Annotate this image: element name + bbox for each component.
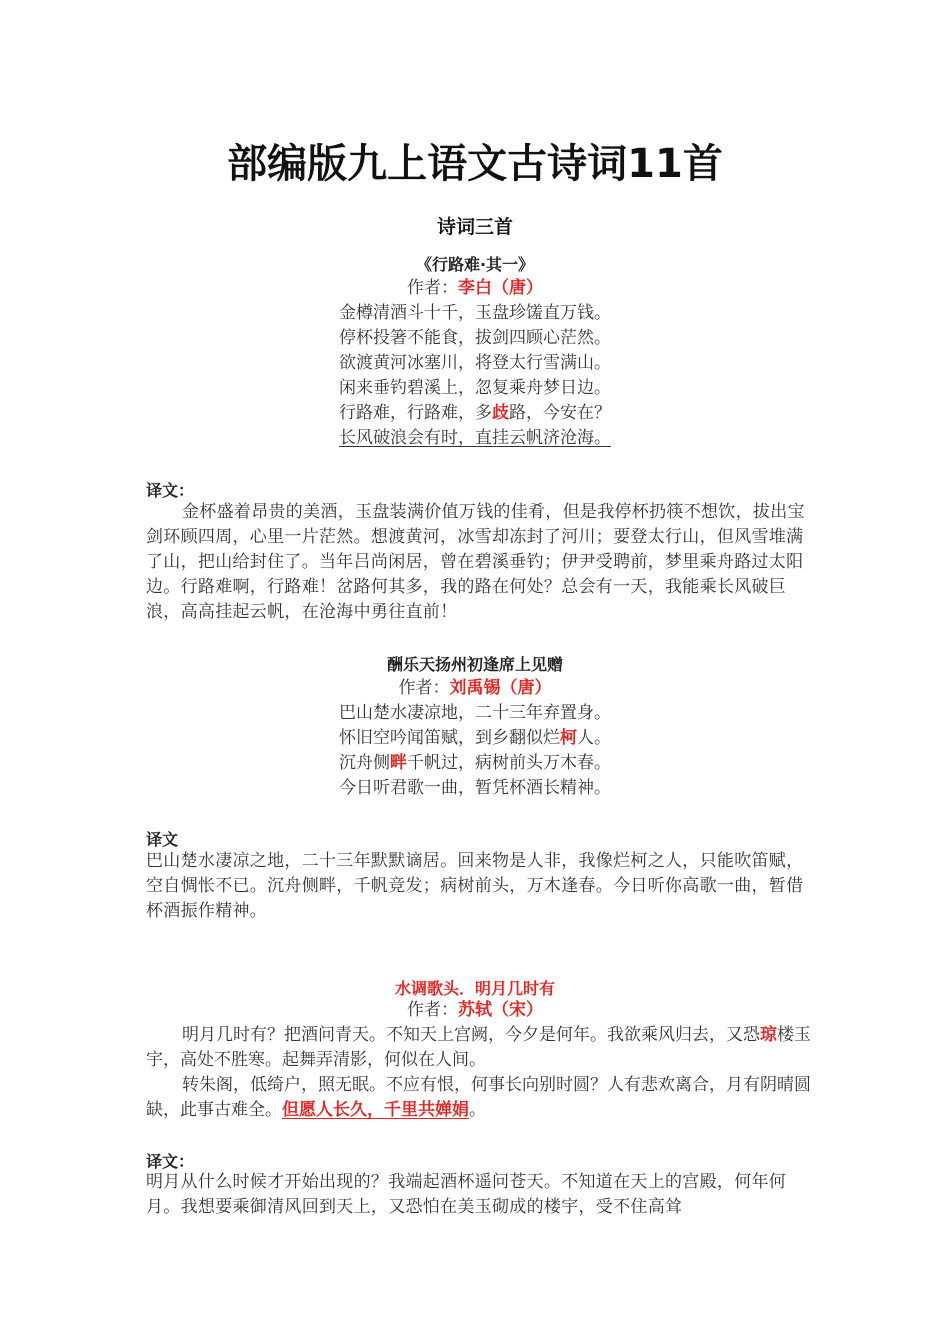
poem2-author: 刘禹锡（唐）	[449, 678, 552, 698]
poem2-line2-a: 怀旧空吟闻笛赋，到乡翻似烂	[339, 728, 560, 748]
poem1-line-4: 闲来垂钓碧溪上，忽复乘舟梦日边。	[339, 378, 611, 398]
document-title: 部编版九上语文古诗词11首	[227, 141, 723, 187]
poem3-stanza-1	[146, 1023, 812, 1073]
poem1-translation: 金杯盛着昂贵的美酒，玉盘装满价值万钱的佳肴，但是我停杯扔筷不想饮，拔出宝剑环顾四周，心里一片茫然。想渡黄河，冰雪却冻封了河川；要登太行山，但风雪堆满了山，把山给封住了。当年吕尚闲居，曾在碧溪垂钓；伊尹受聘前，梦里乘舟路过太阳边。行路难啊，行路难！岔路何其多，我的路在何处？总会有一天，我能乘长风破巨浪，高高挂起云帆，在沧海中勇往直前！	[146, 502, 805, 622]
poem1-author: 李白（唐）	[458, 278, 543, 298]
poem2-line-4: 今日听君歌一曲，暂凭杯酒长精神。	[339, 778, 611, 798]
poem2-line3-a: 沉舟侧	[339, 753, 390, 773]
poem1-line-6	[0, 426, 950, 451]
poem3-p1-a: 明月几时有？把酒问青天。不知天上宫阙，今夕是何年。我欲乘风归去，又恐	[182, 1025, 760, 1045]
poem1-line5-a: 行路难，行路难，多	[339, 403, 492, 423]
poem3-p2-highlight: 但愿人长久，千里共婵娟	[282, 1100, 469, 1120]
poem3-p1-b: 楼玉宇，高处不胜寒。起舞弄清影，何似在人间。	[146, 1025, 811, 1070]
poem2-translation-label: 译文	[146, 830, 179, 849]
poem1-translation-label: 译文：	[146, 481, 195, 500]
poem3-author: 苏轼（宋）	[458, 1000, 543, 1020]
poem2-author-line	[0, 676, 950, 701]
poem2-title: 酬乐天扬州初逢席上见赠	[386, 655, 563, 674]
poem3-stanza-2	[146, 1073, 812, 1123]
poem3-title: 水调歌头．明月几时有	[394, 979, 555, 998]
poem2-line2-b: 人。	[577, 728, 611, 748]
poem2-translation: 巴山楚水凄凉之地，二十三年默默谪居。回来物是人非，我像烂柯之人，只能吹笛赋，空自惆怅不已。沉舟侧畔，千帆竞发；病树前头，万木逢春。今日听你高歌一曲，暂借杯酒振作精神。	[146, 851, 804, 921]
poem3-author-line	[0, 998, 950, 1023]
poem1-line-2: 停杯投箸不能食，拔剑四顾心茫然。	[339, 328, 611, 348]
poem1-line-5	[0, 401, 950, 426]
poem1-line-1: 金樽清酒斗十千，玉盘珍馐直万钱。	[339, 303, 611, 323]
poem2-line-1: 巴山楚水凄凉地，二十三年弃置身。	[339, 703, 611, 723]
poem1-line6-underlined: 长风破浪会有时，直挂云帆济沧海。	[339, 428, 611, 448]
poem1-line5-b: 路，今安在？	[509, 403, 611, 423]
poem3-p1-highlight: 琼	[760, 1025, 777, 1045]
poem3-translation: 明月从什么时候才开始出现的？我端起酒杯遥问苍天。不知道在天上的宫殿，何年何月。我想要乘御清风回到天上，又恐怕在美玉砌成的楼宇，受不住高耸	[146, 1172, 787, 1217]
poem2-line2-highlight: 柯	[560, 728, 577, 748]
poem1-line-3: 欲渡黄河冰塞川，将登太行雪满山。	[339, 353, 611, 373]
poem2-line-2	[0, 726, 950, 751]
poem2-line3-highlight: 畔	[390, 753, 407, 773]
section-title: 诗词三首	[436, 216, 513, 238]
poem3-p2-b: 。	[469, 1100, 486, 1120]
poem2-line-3	[0, 751, 950, 776]
author-prefix: 作者：	[407, 278, 458, 298]
author-prefix: 作者：	[407, 1000, 458, 1020]
poem3-p2-a: 转朱阁，低绮户，照无眠。不应有恨，何事长向别时圆？人有悲欢离合，月有阴晴圆缺，此事古难全。	[146, 1075, 811, 1120]
poem2-line3-b: 千帆过，病树前头万木春。	[407, 753, 611, 773]
poem3-translation-label: 译文：	[146, 1152, 195, 1171]
poem1-author-line	[0, 276, 950, 301]
poem1-title: 《行路难·其一》	[415, 255, 535, 274]
poem1-line5-highlight: 歧	[492, 403, 509, 423]
author-prefix: 作者：	[398, 678, 450, 698]
